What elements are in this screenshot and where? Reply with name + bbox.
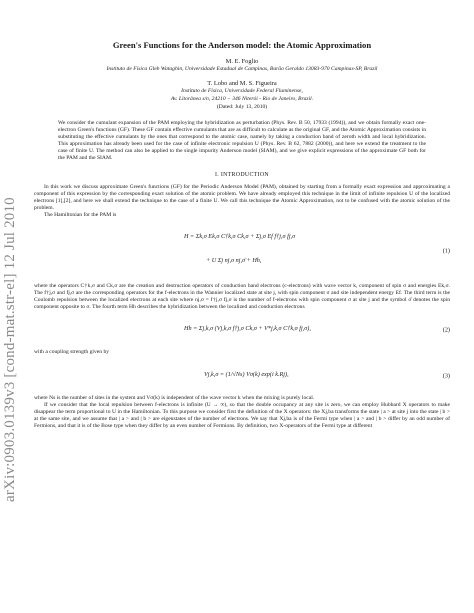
equation-2-number: (2) — [442, 326, 450, 334]
affiliation-1: Instituto de Física Gleb Wataghin, Universidade Estadual de Campinas, Barão Geraldo 13083-970 Campinas-SP, Brazil — [106, 66, 378, 72]
author-1: M. E. Foglio — [225, 58, 259, 65]
affiliation-2-address: Av. Litorânea s/n, 24210 − 346 Niterói - Rio de Janeiro, Brazil. — [170, 96, 314, 102]
arxiv-stamp — [2, 62, 24, 502]
author-2: T. Lobo and M. S. Figueira — [207, 80, 277, 87]
equation-3-number: (3) — [442, 372, 450, 379]
section-heading: I. INTRODUCTION — [215, 171, 269, 178]
arxiv-stamp-text: arXiv:0903.0139v3 [cond-mat.str-el] 12 Jul 2010 — [2, 197, 18, 502]
paragraph-coupling: with a coupling strength given by — [34, 349, 110, 356]
paper-title: Green's Functions for the Anderson model: the Atomic Approximation — [112, 40, 372, 50]
equation-1-line-2: + U Σj nj,σ nj,σ̄ + Hh, — [206, 257, 262, 265]
paragraph-x-operators: If we consider that the local repulsion between f-electrons is infinite (U → ∞), so that the double occupancy at any site is zero, we can employ Hubbard X operators to make disappear the term proportional to U in the Hamiltonian. To this purpose we consider first the definition of the X operators: the Xj,ba transforms the state | a > at site j into the state | b > at the same site, and we assume that | a > and | b > are eigenstates of the number of electrons. We say that Xj,ba is of the Fermi type when | a > and | b > differ by an odd number of Fermions, and that it is of the Bose type when they differ by an even number of Fermions. By definition, two X-operators of the Fermi type at different — [34, 401, 450, 429]
equation-3 — [34, 363, 450, 389]
equation-1-number: (1) — [442, 247, 450, 255]
dated-line: (Dated: July 13, 2010) — [216, 104, 268, 110]
paragraph-hamiltonian: The Hamiltonian for the PAM is — [44, 211, 117, 218]
paragraph-sites: where Ns is the number of sites in the system and Vσ(k) is independent of the wave vector k when the mixing is purely local. — [34, 394, 315, 401]
equation-2-text: Hh = Σj,k,σ (Vj,k,σ f†j,σ Ck,σ + V*j,k,σ C†k,σ fj,σ), — [184, 325, 311, 333]
paragraph-operators: where the operators C†k,σ and Ck,σ are the creation and destruction operators of conduction band electrons (c-electrons) with wave vector k, component of spin σ and energies Ek,σ. The f†j,σ and fj,σ are the corresponding operators for the f-electrons in the Wannier localized state at site j, with spin component σ and site independent energy Ef. The third term is the Coulomb repulsion between the localized electrons at each site where nj,σ = f†j,σ fj,σ is the number of f-electrons with spin component σ at site j and the symbol σ̄ denotes the spin component opposite to σ. The fourth term Hh describes the hybridization between the localized and conduction electrons — [34, 283, 450, 311]
abstract: We consider the cumulant expansion of the PAM employing the hybridization as perturbation (Phys. Rev. B 50, 17933 (1994)), and we obtain formally exact one-electron Green's functions (GF). These GF contain effective cumulants that are as difficult to calculate as the original GF, and the Atomic Approximation consists in substituting the effective cumulants by the ones that correspond to the atomic case, namely by taking a conduction band of zeroth width and local hybridization. This approximation has already been used for the case of infinite electronic repulsion U (Phys. Rev. B 62, 7882 (2000)), and here we extend the treatment to the case of finite U. The method can also be applied to the single impurity Anderson model (SIAM), and we give explicit expressions of the approximate GF both for the PAM and the SIAM. — [58, 120, 426, 162]
equation-1 — [34, 225, 450, 277]
equation-2 — [34, 317, 450, 343]
paper-page — [34, 40, 450, 430]
equation-1-line-1: H = Σk,σ Ek,σ C†k,σ Ck,σ + Σj,σ Ef f†j,σ fj,σ — [184, 233, 296, 241]
affiliation-2: Instituto de Física, Universidade Federal Fluminense, — [181, 88, 303, 94]
paragraph-intro: In this work we discuss approximate Green's functions (GF) for the Periodic Anderson Model (PAM), obtained by starting from a formally exact expression and approximating a component of this expression by the corresponding exact solution of the atomic problem. We have already employed this technique in the limit of infinite repulsion U of the localized electrons [1],[2], and here we shall extend the technique to the case of a finite U. We call this technique the Atomic Approximation, not to be confused with the atomic solution of the problem. — [34, 183, 450, 211]
equation-3-text: Vj,k,σ = (1/√Ns) Vσ(k) exp(i k.Rj), — [204, 370, 289, 378]
